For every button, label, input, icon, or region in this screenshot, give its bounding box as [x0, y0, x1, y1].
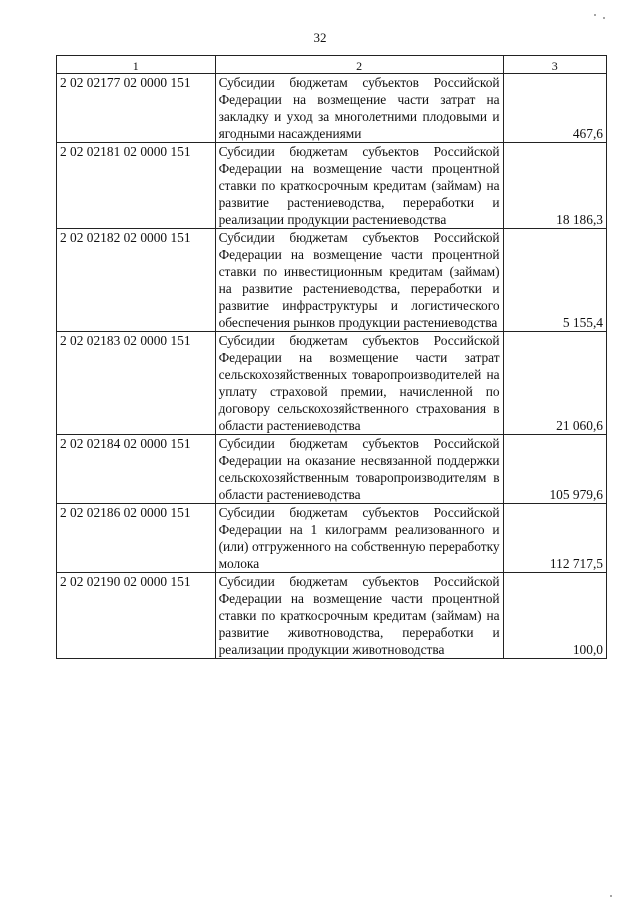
table-row: [57, 74, 607, 143]
table-row: [57, 573, 607, 659]
scan-speck: [610, 895, 612, 897]
table-header-row: [57, 56, 607, 74]
table-row: [57, 332, 607, 435]
amount: 100,0: [503, 573, 606, 659]
budget-code: 2 02 02182 02 0000 151: [57, 229, 216, 332]
amount: 5 155,4: [503, 229, 606, 332]
income-description: Субсидии бюджетам субъектов Российской Федерации на возмещение части процентной ставки по краткосрочным кредитам (займам) на развитие животноводства, переработки и реализации продукции животноводства: [215, 573, 503, 659]
header-col-3: 3: [503, 56, 606, 74]
budget-code: 2 02 02177 02 0000 151: [57, 74, 216, 143]
budget-code: 2 02 02186 02 0000 151: [57, 504, 216, 573]
amount: 467,6: [503, 74, 606, 143]
budget-code: 2 02 02184 02 0000 151: [57, 435, 216, 504]
table-row: [57, 504, 607, 573]
amount: 105 979,6: [503, 435, 606, 504]
budget-table: [56, 55, 607, 659]
table-row: [57, 229, 607, 332]
budget-code: 2 02 02183 02 0000 151: [57, 332, 216, 435]
amount: 21 060,6: [503, 332, 606, 435]
income-description: Субсидии бюджетам субъектов Российской Федерации на возмещение части затрат сельскохозяйственных товаропроизводителей на уплату страховой премии, начисленной по договору сельскохозяйственного страхования в области растениеводства: [215, 332, 503, 435]
budget-code: 2 02 02190 02 0000 151: [57, 573, 216, 659]
income-description: Субсидии бюджетам субъектов Российской Федерации на оказание несвязанной поддержки сельскохозяйственным товаропроизводителям в области растениеводства: [215, 435, 503, 504]
amount: 112 717,5: [503, 504, 606, 573]
header-col-1: 1: [57, 56, 216, 74]
scan-speck: [603, 17, 605, 19]
income-description: Субсидии бюджетам субъектов Российской Федерации на возмещение части процентной ставки по инвестиционным кредитам (займам) на развитие растениеводства, переработки и развитие инфраструктуры и логистического обеспечения рынков продукции растениеводства: [215, 229, 503, 332]
budget-code: 2 02 02181 02 0000 151: [57, 143, 216, 229]
table-row: [57, 435, 607, 504]
income-description: Субсидии бюджетам субъектов Российской Федерации на 1 килограмм реализованного и (или) отгруженного на собственную переработку молока: [215, 504, 503, 573]
table-row: [57, 143, 607, 229]
scan-speck: [594, 14, 596, 16]
amount: 18 186,3: [503, 143, 606, 229]
header-col-2: 2: [215, 56, 503, 74]
income-description: Субсидии бюджетам субъектов Российской Федерации на возмещение части процентной ставки по краткосрочным кредитам (займам) на развитие растениеводства, переработки и реализации продукции растениеводства: [215, 143, 503, 229]
income-description: Субсидии бюджетам субъектов Российской Федерации на возмещение части затрат на закладку и уход за многолетними плодовыми и ягодными насаждениями: [215, 74, 503, 143]
page-number: 32: [313, 30, 327, 45]
